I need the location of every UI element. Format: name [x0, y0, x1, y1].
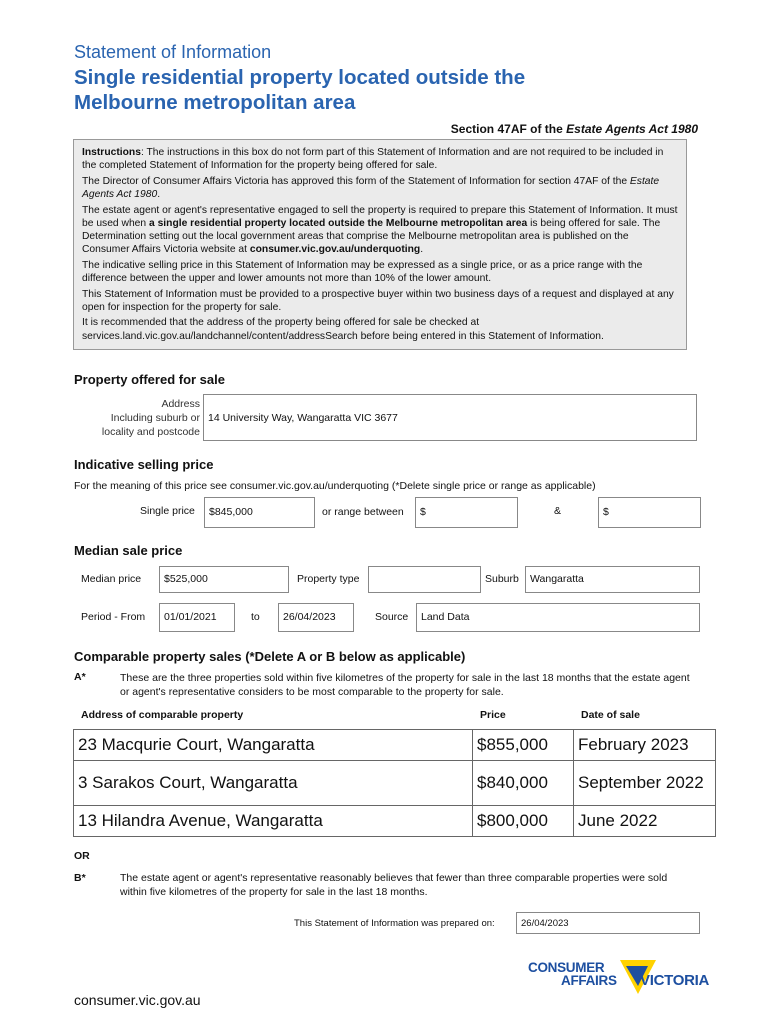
comparable-heading: Comparable property sales (*Delete A or B below as applicable)	[74, 649, 466, 664]
option-a-text: These are the three properties sold within five kilometres of the property for sale in the last 18 months that the estate agent or agent's representative considers to be most comparable to the property for sale.	[120, 672, 690, 698]
logo-line-1: CONSUMER	[528, 960, 605, 975]
address-field[interactable]: 14 University Way, Wangaratta VIC 3677	[203, 394, 697, 441]
section-prefix: Section 47AF of the	[450, 122, 567, 136]
single-price-field[interactable]: $845,000	[204, 497, 315, 528]
instructions-p5: This Statement of Information must be provided to a prospective buyer within two business days of a request and displayed at any open for inspection for the property for sale.	[82, 288, 674, 313]
address-label-1: Address	[161, 398, 200, 410]
comp-address-cell[interactable]: 23 Macqurie Court, Wangaratta	[74, 730, 473, 761]
median-price-label: Median price	[81, 573, 142, 585]
col-date-header: Date of sale	[581, 709, 640, 721]
prepared-label: This Statement of Information was prepared on:	[294, 918, 495, 929]
price-note: For the meaning of this price see consumer.vic.gov.au/underquoting (*Delete single price or range as applicable)	[74, 480, 596, 492]
range-low-field[interactable]: $	[415, 497, 518, 528]
option-a-label: A*	[74, 671, 86, 683]
suburb-label: Suburb	[485, 573, 519, 585]
median-price-field[interactable]: $525,000	[159, 566, 289, 593]
comparable-sales-table	[73, 729, 716, 837]
subtitle-line-2: Melbourne metropolitan area	[74, 91, 356, 114]
source-field[interactable]: Land Data	[416, 603, 700, 632]
table-row	[74, 806, 716, 837]
p3a: The estate agent or agent's representative engaged to sell the property is required to prepare this Statement of Information. It must be used when	[82, 204, 678, 229]
address-label	[80, 397, 200, 439]
table-row	[74, 761, 716, 806]
property-heading: Property offered for sale	[74, 372, 225, 387]
period-label: Period - From	[81, 611, 146, 623]
logo-line-2: AFFAIRS	[561, 973, 617, 988]
comp-address-cell[interactable]: 3 Sarakos Court, Wangaratta	[74, 761, 473, 806]
logo-line-3: VICTORIA	[640, 972, 709, 989]
prepared-date-field[interactable]: 26/04/2023	[516, 912, 700, 934]
footer-url[interactable]: consumer.vic.gov.au	[74, 992, 201, 1008]
section-act: Estate Agents Act 1980	[566, 122, 698, 136]
period-to-label: to	[251, 611, 260, 623]
p2b: Estate Agents Act 1980	[82, 175, 660, 200]
p2a: The Director of Consumer Affairs Victoria has approved this form of the Statement of Information for section 47AF of the	[82, 175, 630, 187]
price-heading: Indicative selling price	[74, 457, 214, 472]
property-type-label: Property type	[297, 573, 360, 585]
form-title: Statement of Information	[74, 42, 272, 62]
col-address-header: Address of comparable property	[81, 709, 244, 721]
instructions-p2	[82, 175, 678, 201]
suburb-field[interactable]: Wangaratta	[525, 566, 700, 593]
instructions-label: Instructions	[82, 147, 141, 158]
instructions-p6: It is recommended that the address of the property being offered for sale be checked at services.land.vic.gov.au/landchannel/content/addressSearch before being entered in this Statement of Information.	[82, 317, 604, 342]
instructions-p1-text: : The instructions in this box do not form part of this Statement of Information and are not required to be included in the completed Statement of Information for the property being offered for sale.	[82, 147, 664, 172]
instructions-p3	[82, 204, 678, 257]
period-to-field[interactable]: 26/04/2023	[278, 603, 354, 632]
table-row	[74, 730, 716, 761]
instructions-box	[73, 139, 687, 350]
range-ampersand: &	[554, 505, 562, 517]
subtitle-line-1: Single residential property located outside the	[74, 66, 526, 89]
or-label: OR	[74, 850, 90, 862]
option-b-label: B*	[74, 872, 86, 884]
p3e: .	[420, 244, 424, 256]
col-price-header: Price	[480, 709, 506, 721]
p3c: is being offered for sale. The Determination setting out the local government areas that comprise the Melbourne metropolitan area is published on the Consumer Affairs Victoria website at	[82, 217, 661, 256]
range-label: or range between	[322, 506, 404, 518]
comp-date-cell[interactable]: February 2023	[574, 730, 716, 761]
comp-price-cell[interactable]: $855,000	[473, 730, 574, 761]
range-high-field[interactable]: $	[598, 497, 701, 528]
instructions-p1	[82, 146, 678, 172]
instructions-p4: The indicative selling price in this Statement of Information may be expressed as a single price, or as a price range with the difference between the upper and lower amounts not more than 10% of the lower amount.	[82, 259, 643, 284]
comp-price-cell[interactable]: $800,000	[473, 806, 574, 837]
source-label: Source	[375, 611, 409, 623]
period-from-field[interactable]: 01/01/2021	[159, 603, 235, 632]
p3b: a single residential property located outside the Melbourne metropolitan area	[148, 217, 528, 229]
address-label-3: locality and postcode	[101, 426, 200, 438]
median-heading: Median sale price	[74, 543, 183, 558]
single-price-label: Single price	[140, 505, 195, 517]
property-type-field[interactable]	[368, 566, 481, 593]
consumer-affairs-victoria-logo	[528, 958, 709, 998]
comp-date-cell[interactable]: June 2022	[574, 806, 716, 837]
address-label-2: Including suburb or	[110, 412, 200, 424]
p3d[interactable]: consumer.vic.gov.au/underquoting	[249, 244, 421, 256]
p2c: .	[157, 189, 161, 200]
comp-date-cell[interactable]: September 2022	[574, 761, 716, 806]
section-reference	[451, 122, 698, 136]
option-b-text: The estate agent or agent's representative reasonably believes that fewer than three comparable properties were sold within five kilometres of the property for sale in the last 18 months.	[120, 872, 668, 898]
comp-address-cell[interactable]: 13 Hilandra Avenue, Wangaratta	[74, 806, 473, 837]
form-subtitle	[74, 65, 674, 115]
comp-price-cell[interactable]: $840,000	[473, 761, 574, 806]
